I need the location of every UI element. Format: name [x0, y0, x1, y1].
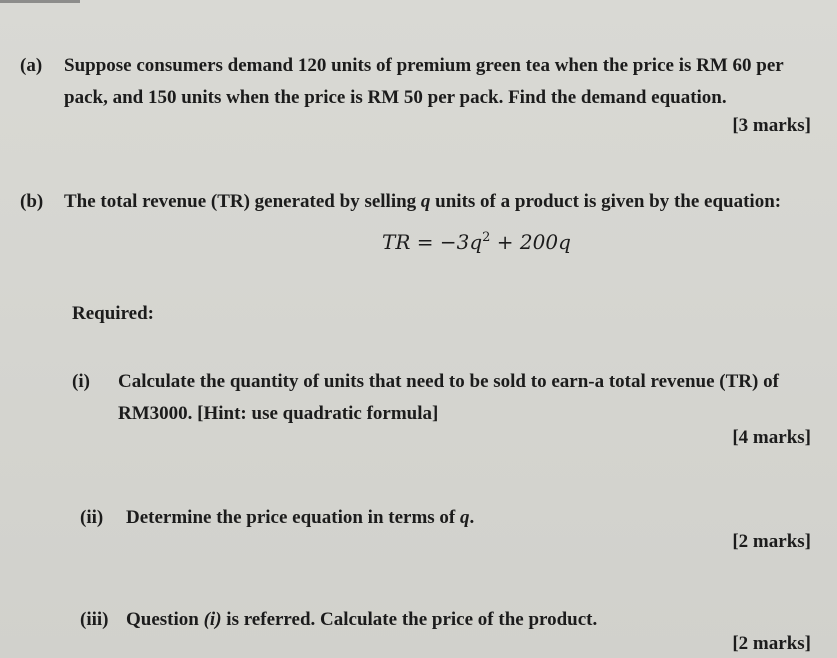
question-b-text-after: units of a product is given by the equation: — [430, 191, 782, 212]
part-iii-text-before: Question — [126, 609, 204, 630]
part-iii-line — [80, 608, 597, 632]
tr-equation — [382, 226, 571, 254]
part-ii-label: (ii) — [80, 507, 104, 528]
part-ii-var-q: q — [460, 507, 470, 528]
part-iii-text-after: is referred. Calculate the price of the product. — [221, 609, 598, 630]
part-iii-marks: [2 marks] — [732, 633, 811, 654]
question-b-label: (b) — [20, 191, 44, 212]
part-ii-marks: [2 marks] — [732, 531, 811, 552]
equation-rhs: + 200q — [490, 230, 571, 254]
required-heading: Required: — [72, 303, 154, 324]
part-iii-ref: (i) — [203, 609, 222, 630]
part-i-line2: RM3000. [Hint: use quadratic formula] — [118, 403, 439, 424]
question-a-line1 — [20, 54, 784, 78]
part-i-line1 — [72, 370, 779, 394]
question-a-marks: [3 marks] — [732, 115, 811, 136]
question-a-line2: pack, and 150 units when the price is RM 50 per pack. Find the demand equation. — [64, 87, 727, 108]
part-ii-text-before: Determine the price equation in terms of — [126, 507, 461, 528]
question-b-line1 — [20, 190, 781, 214]
question-b-text-before: The total revenue (TR) generated by selling — [64, 191, 421, 212]
question-a-label: (a) — [20, 55, 43, 76]
part-iii-label: (iii) — [80, 609, 109, 630]
equation-exponent: 2 — [482, 230, 491, 245]
part-ii-text-after: . — [469, 507, 475, 528]
part-i-marks: [4 marks] — [732, 427, 811, 448]
part-i-text-line1: Calculate the quantity of units that need to be sold to earn-a total revenue (TR) of — [118, 371, 779, 392]
part-ii-line — [80, 506, 474, 530]
part-i-label: (i) — [72, 371, 90, 392]
question-a-text-line1: Suppose consumers demand 120 units of premium green tea when the price is RM 60 per — [64, 55, 784, 76]
equation-lhs: TR = −3q — [382, 230, 483, 254]
question-b-var-q: q — [420, 191, 431, 212]
top-rule — [0, 0, 80, 3]
